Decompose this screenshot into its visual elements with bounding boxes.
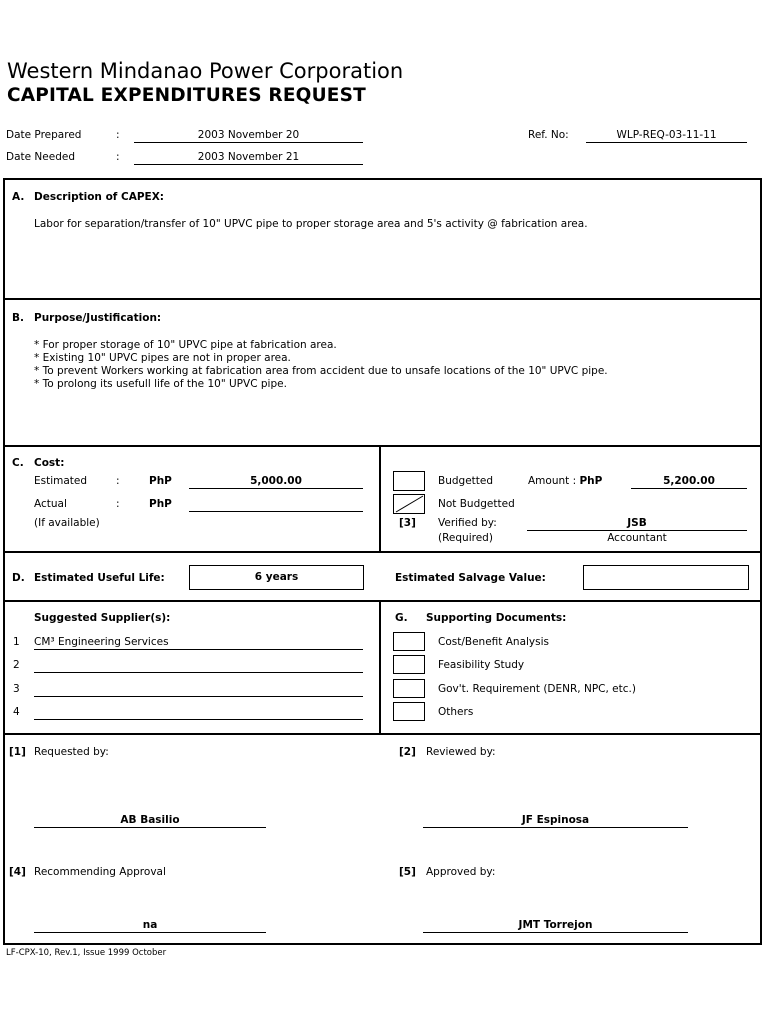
justification-line: * Existing 10" UPVC pipes are not in proper area. (34, 352, 291, 364)
amount-currency: PhP (579, 475, 603, 487)
date-needed-label: Date Needed (6, 151, 75, 163)
checkmark-slash-icon (394, 495, 424, 513)
divider (379, 600, 381, 733)
actual-label: Actual (34, 498, 67, 510)
supplier-number: 3 (13, 683, 20, 695)
not-budgetted-label: Not Budgetted (438, 498, 515, 510)
section-d-letter: D. (12, 572, 25, 584)
section-g-letter: G. (395, 612, 408, 624)
ref-no-field[interactable]: WLP-REQ-03-11-11 (586, 129, 747, 143)
reviewed-by-label: Reviewed by: (426, 746, 496, 758)
colon: : (116, 129, 120, 141)
section-c-label: Cost: (34, 457, 65, 469)
date-needed-field[interactable]: 2003 November 21 (134, 151, 363, 165)
supplier-field[interactable] (34, 683, 363, 697)
signature-number: [3] (399, 517, 416, 529)
form-frame (3, 178, 762, 945)
doc-label: Feasibility Study (438, 659, 525, 671)
section-a-label: Description of CAPEX: (34, 191, 164, 203)
actual-cost-field[interactable] (189, 498, 363, 512)
form-code: LF-CPX-10, Rev.1, Issue 1999 October (6, 948, 167, 958)
doc-label: Cost/Benefit Analysis (438, 636, 549, 648)
not-budgetted-checkbox[interactable] (393, 494, 425, 514)
required-note: (Required) (438, 532, 493, 544)
approved-by-label: Approved by: (426, 866, 496, 878)
recommending-name[interactable]: na (34, 919, 266, 933)
verifier-title: Accountant (607, 532, 667, 544)
budget-amount-field[interactable]: 5,200.00 (631, 475, 747, 489)
currency-label: PhP (149, 475, 172, 487)
reviewed-by-name[interactable]: JF Espinosa (423, 814, 688, 828)
useful-life-label: Estimated Useful Life: (34, 572, 165, 584)
form-title: CAPITAL EXPENDITURES REQUEST (7, 85, 366, 106)
supplier-number: 1 (13, 636, 20, 648)
supplier-field[interactable]: CM³ Engineering Services (34, 636, 363, 650)
divider (379, 445, 381, 551)
doc-checkbox[interactable] (393, 632, 425, 651)
approved-by-name[interactable]: JMT Torrejon (423, 919, 688, 933)
requested-by-name[interactable]: AB Basilio (34, 814, 266, 828)
date-prepared-label: Date Prepared (6, 129, 82, 141)
supplier-field[interactable] (34, 706, 363, 720)
amount-text: Amount : (528, 475, 577, 487)
justification-line: * To prevent Workers working at fabrication area from accident due to unsafe locations of the 10" UPVC pipe. (34, 365, 608, 377)
if-available-note: (If available) (34, 517, 100, 529)
supplier-field[interactable] (34, 659, 363, 673)
signature-number: [5] (399, 866, 416, 878)
section-a-letter: A. (12, 191, 25, 203)
colon: : (116, 498, 120, 510)
signature-number: [1] (9, 746, 26, 758)
suppliers-label: Suggested Supplier(s): (34, 612, 171, 624)
estimated-cost-field[interactable]: 5,000.00 (189, 475, 363, 489)
salvage-value-field[interactable] (583, 565, 749, 590)
signature-number: [2] (399, 746, 416, 758)
doc-label: Gov't. Requirement (DENR, NPC, etc.) (438, 683, 636, 695)
doc-checkbox[interactable] (393, 655, 425, 674)
currency-label: PhP (149, 498, 172, 510)
doc-label: Others (438, 706, 474, 718)
divider (3, 600, 762, 602)
divider (3, 298, 762, 300)
capex-description[interactable]: Labor for separation/transfer of 10" UPVC pipe to proper storage area and 5's activity @ fabrication area. (34, 218, 588, 230)
requested-by-label: Requested by: (34, 746, 109, 758)
supplier-number: 2 (13, 659, 20, 671)
justification-line: * To prolong its usefull life of the 10" UPVC pipe. (34, 378, 287, 390)
estimated-label: Estimated (34, 475, 88, 487)
colon: : (116, 151, 120, 163)
budgetted-label: Budgetted (438, 475, 494, 487)
supplier-number: 4 (13, 706, 20, 718)
section-b-letter: B. (12, 312, 24, 324)
signature-number: [4] (9, 866, 26, 878)
supporting-docs-label: Supporting Documents: (426, 612, 567, 624)
amount-label (528, 475, 602, 488)
ref-no-label: Ref. No: (528, 129, 569, 141)
verified-by-label: Verified by: (438, 517, 497, 529)
useful-life-field[interactable]: 6 years (189, 565, 364, 590)
doc-checkbox[interactable] (393, 679, 425, 698)
section-c-letter: C. (12, 457, 24, 469)
budgetted-checkbox[interactable] (393, 471, 425, 491)
divider (3, 445, 762, 447)
divider (3, 733, 762, 735)
recommending-approval-label: Recommending Approval (34, 866, 166, 878)
salvage-value-label: Estimated Salvage Value: (395, 572, 546, 584)
date-prepared-field[interactable]: 2003 November 20 (134, 129, 363, 143)
colon: : (116, 475, 120, 487)
section-b-label: Purpose/Justification: (34, 312, 162, 324)
doc-checkbox[interactable] (393, 702, 425, 721)
company-name: Western Mindanao Power Corporation (7, 59, 404, 83)
divider (3, 551, 762, 553)
verifier-name[interactable]: JSB (527, 517, 747, 531)
justification-line: * For proper storage of 10" UPVC pipe at fabrication area. (34, 339, 337, 351)
